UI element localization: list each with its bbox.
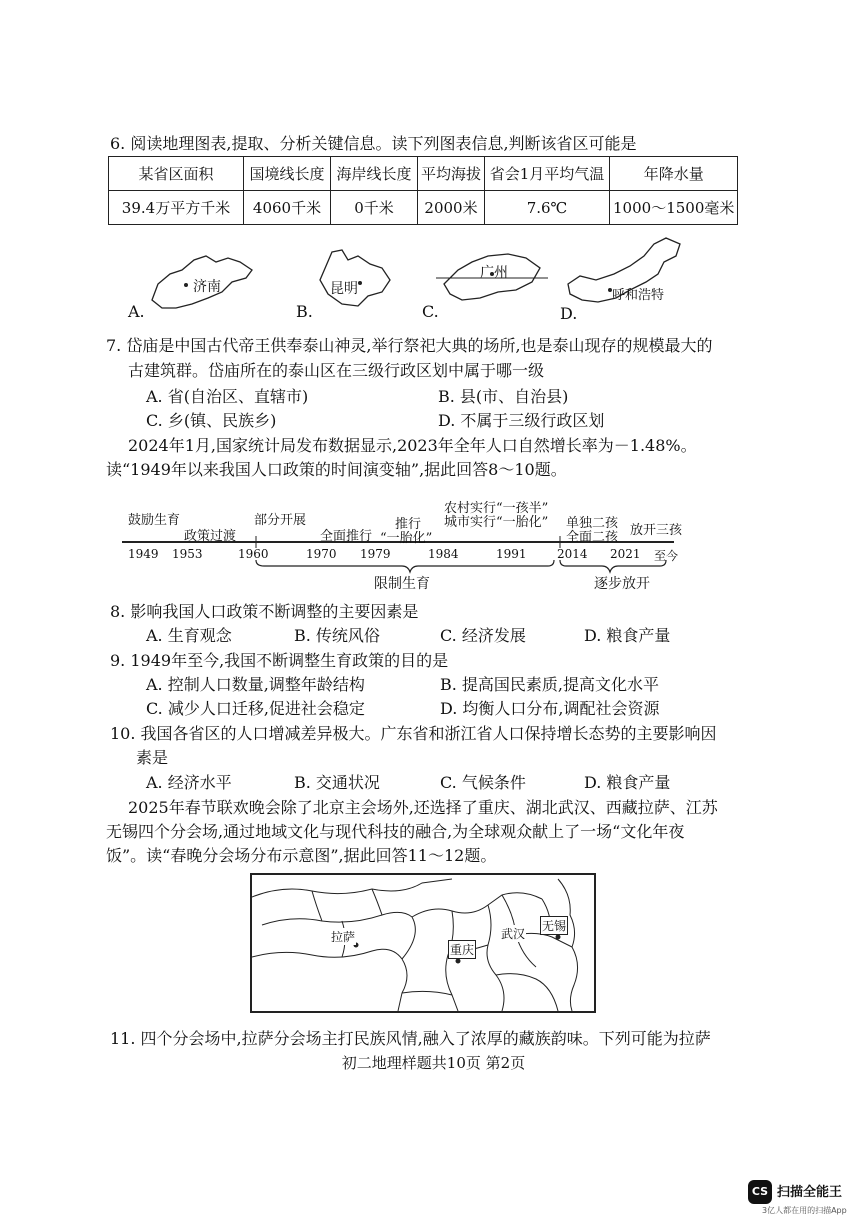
timeline-year: 1970	[306, 547, 337, 561]
brace-label-restrict: 限制生育	[374, 576, 430, 592]
table-header-cell: 国境线长度	[244, 157, 331, 191]
table-cell: 2000米	[418, 191, 485, 225]
option-b-city: 昆明	[330, 281, 358, 297]
timeline-year: 1949	[128, 547, 159, 561]
q10-option-a[interactable]: A. 经济水平	[146, 773, 232, 792]
timeline-label: 鼓励生育	[128, 513, 181, 528]
option-d-city: 呼和浩特	[612, 288, 665, 303]
timeline-label: “一胎化”	[380, 531, 433, 546]
table-cell: 0千米	[331, 191, 418, 225]
option-b-letter: B.	[296, 302, 313, 321]
q8-stem: 8. 影响我国人口政策不断调整的主要因素是	[110, 602, 419, 621]
timeline-label: 城市实行“一胎化”	[444, 515, 549, 530]
q7-stem-line1: 7. 岱庙是中国古代帝王供奉泰山神灵,举行祭祀大典的场所,也是泰山现存的规模最大的	[106, 336, 713, 355]
timeline-label: 单独二孩	[566, 516, 619, 531]
timeline-label: 部分开展	[254, 513, 307, 528]
table-header-cell: 海岸线长度	[331, 157, 418, 191]
option-d-letter: D.	[560, 304, 578, 323]
q9-option-d[interactable]: D. 均衡人口分布,调配社会资源	[440, 699, 660, 718]
q8-option-b[interactable]: B. 传统风俗	[294, 626, 380, 645]
timeline-year: 2021	[610, 547, 641, 561]
q7-option-c[interactable]: C. 乡(镇、民族乡)	[146, 411, 277, 430]
table-cell: 1000～1500毫米	[610, 191, 738, 225]
q10-stem-line2: 素是	[136, 748, 169, 767]
q8-option-d[interactable]: D. 粮食产量	[584, 626, 671, 645]
table-header-cell: 年降水量	[610, 157, 738, 191]
option-a-letter: A.	[128, 302, 145, 321]
q7-option-d[interactable]: D. 不属于三级行政区划	[438, 411, 605, 430]
q7-option-a[interactable]: A. 省(自治区、直辖市)	[146, 387, 309, 406]
timeline-year: 1984	[428, 547, 459, 561]
intro2-line1: 2025年春节联欢晚会除了北京主会场外,还选择了重庆、湖北武汉、西藏拉萨、江苏	[128, 798, 718, 817]
table-row	[109, 191, 738, 225]
timeline-label: 推行	[395, 517, 422, 532]
map-city-chongqing: 重庆	[448, 940, 476, 959]
province-data-table	[108, 156, 738, 225]
watermark-tagline: 3亿人都在用的扫描App	[762, 1206, 847, 1215]
q8-option-a[interactable]: A. 生育观念	[146, 626, 232, 645]
timeline-label: 全面二孩	[566, 530, 619, 545]
restrict-brace	[256, 560, 554, 572]
table-cell: 4060千米	[244, 191, 331, 225]
timeline-year: 2014	[557, 547, 588, 561]
camscanner-logo-icon: CS	[748, 1180, 772, 1204]
q11-stem-line1: 11. 四个分会场中,拉萨分会场主打民族风情,融入了浓厚的藏族韵味。下列可能为拉萨	[110, 1029, 711, 1048]
map-city-lhasa: 拉萨	[331, 930, 356, 944]
option-c-city: 广州	[480, 265, 508, 281]
intro2-line3: 饭”。读“春晚分会场分布示意图”,据此回答11～12题。	[106, 846, 497, 865]
q9-option-c[interactable]: C. 减少人口迁移,促进社会稳定	[146, 699, 365, 718]
table-cell: 7.6℃	[485, 191, 610, 225]
intro1-line2: 读“1949年以来我国人口政策的时间演变轴”,据此回答8～10题。	[106, 460, 567, 479]
option-c-letter: C.	[422, 302, 439, 321]
table-cell: 39.4万平方千米	[109, 191, 244, 225]
intro2-line2: 无锡四个分会场,通过地域文化与现代科技的融合,为全球观众献上了一场“文化年夜	[106, 822, 685, 841]
option-a-city: 济南	[193, 279, 221, 295]
timeline-year: 至今	[654, 549, 679, 563]
table-header-cell: 某省区面积	[109, 157, 244, 191]
q9-option-a[interactable]: A. 控制人口数量,调整年龄结构	[146, 675, 365, 694]
timeline-year: 1953	[172, 547, 203, 561]
table-header-cell: 平均海拔	[418, 157, 485, 191]
map-city-wuxi: 无锡	[540, 916, 568, 935]
q7-stem-line2: 古建筑群。岱庙所在的泰山区在三级行政区划中属于哪一级	[128, 361, 545, 380]
page-footer: 初二地理样题共10页 第2页	[341, 1054, 526, 1072]
timeline-year: 1979	[360, 547, 391, 561]
timeline-label: 全面推行	[320, 529, 373, 544]
timeline-label: 农村实行“一孩半”	[444, 501, 549, 516]
q10-option-d[interactable]: D. 粮食产量	[584, 773, 671, 792]
map-city-wuhan: 武汉	[501, 927, 526, 941]
watermark-app-name: 扫描全能王	[777, 1185, 843, 1200]
q7-option-b[interactable]: B. 县(市、自治县)	[438, 387, 569, 406]
timeline-year: 1991	[496, 547, 527, 561]
chongqing-marker	[456, 959, 461, 964]
wuxi-marker	[556, 935, 561, 940]
q9-stem: 9. 1949年至今,我国不断调整生育政策的目的是	[110, 651, 449, 670]
table-header-cell: 省会1月平均气温	[485, 157, 610, 191]
timeline-year: 1960	[238, 547, 269, 561]
timeline-label: 放开三孩	[630, 523, 683, 538]
q9-option-b[interactable]: B. 提高国民素质,提高文化水平	[440, 675, 660, 694]
brace-label-relax: 逐步放开	[594, 576, 650, 592]
gala-venue-map	[250, 873, 596, 1013]
intro1-line1: 2024年1月,国家统计局发布数据显示,2023年全年人口自然增长率为－1.48%。	[128, 436, 697, 455]
q10-option-b[interactable]: B. 交通状况	[294, 773, 380, 792]
q8-option-c[interactable]: C. 经济发展	[440, 626, 526, 645]
table-header-row	[109, 157, 738, 191]
province-boundaries	[252, 875, 594, 1011]
q6-stem: 6. 阅读地理图表,提取、分析关键信息。读下列图表信息,判断该省区可能是	[110, 134, 637, 153]
timeline-label: 政策过渡	[184, 529, 237, 544]
q10-option-c[interactable]: C. 气候条件	[440, 773, 526, 792]
relax-brace	[560, 560, 666, 572]
q10-stem-line1: 10. 我国各省区的人口增减差异极大。广东省和浙江省人口保持增长态势的主要影响因	[110, 724, 717, 743]
